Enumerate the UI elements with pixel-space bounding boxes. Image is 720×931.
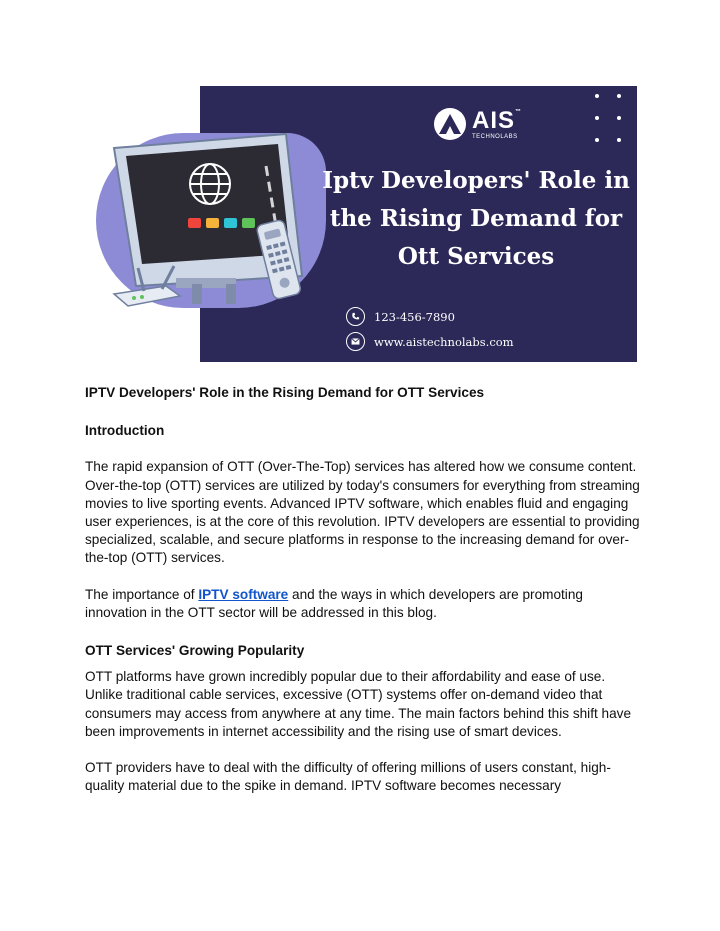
- importance-paragraph: [85, 586, 645, 622]
- article-title: IPTV Developers' Role in the Rising Demand for OTT Services: [85, 385, 485, 400]
- intro-heading: Introduction: [85, 423, 165, 439]
- logo-name: AIS: [472, 106, 516, 134]
- red-button: [188, 218, 201, 228]
- iptv-software-link[interactable]: IPTV software: [198, 586, 289, 602]
- hero-banner: [96, 86, 637, 362]
- phone-icon: [346, 307, 365, 326]
- headline-line: Iptv Developers' Role in: [322, 167, 630, 194]
- article-body: [85, 380, 645, 795]
- popularity-paragraph: OTT platforms have grown incredibly popular due to their affordability and ease of use. Unlike traditional cable services, excessive (OTT) systems offer on-demand video that consumers may access from anywhere at any time. The main factors behind this shift have been improvements in internet accessibility and the rising use of smart devices.: [85, 669, 632, 739]
- blue-button: [224, 218, 237, 228]
- intro-paragraph: The rapid expansion of OTT (Over-The-Top) services has altered how we consume content. Over-the-top (OTT) services are utilized by today's consumers for everything from streaming movies to live sporting events. Advanced IPTV software, which enables fluid and engaging user experiences, is at the core of this revolution. IPTV developers are essential to providing specialized, scalable, and secure platforms in response to the increasing demand for over-the-top (OTT) services.: [85, 459, 640, 566]
- logo-subtitle: TECHNOLABS: [472, 133, 518, 140]
- importance-text-end: and the ways in which developers are promoting innovation in the OTT sector will be addressed in this blog.: [85, 586, 583, 620]
- yellow-button: [206, 218, 219, 228]
- contact-website: [346, 332, 514, 351]
- logo-trademark: ™: [515, 108, 523, 115]
- banner-headline: [316, 162, 636, 276]
- website-url: www.aistechnolabs.com: [374, 334, 514, 349]
- logo-mark-icon: [434, 108, 466, 140]
- contact-phone: [346, 307, 455, 326]
- importance-text-start: The importance of: [85, 586, 199, 602]
- headline-line: the Rising Demand for: [329, 205, 623, 232]
- green-button: [242, 218, 255, 228]
- providers-paragraph: OTT providers have to deal with the difficulty of offering millions of users constant, high-quality material due to the spike in demand. IPTV software becomes necessary: [85, 760, 611, 794]
- popularity-heading: OTT Services' Growing Popularity: [85, 643, 305, 659]
- mail-icon: [346, 332, 365, 351]
- phone-number: 123-456-7890: [374, 309, 455, 324]
- tv-illustration: [96, 126, 326, 316]
- decorative-dots: [595, 94, 625, 142]
- company-logo: [434, 108, 522, 140]
- headline-line: Ott Services: [397, 243, 555, 270]
